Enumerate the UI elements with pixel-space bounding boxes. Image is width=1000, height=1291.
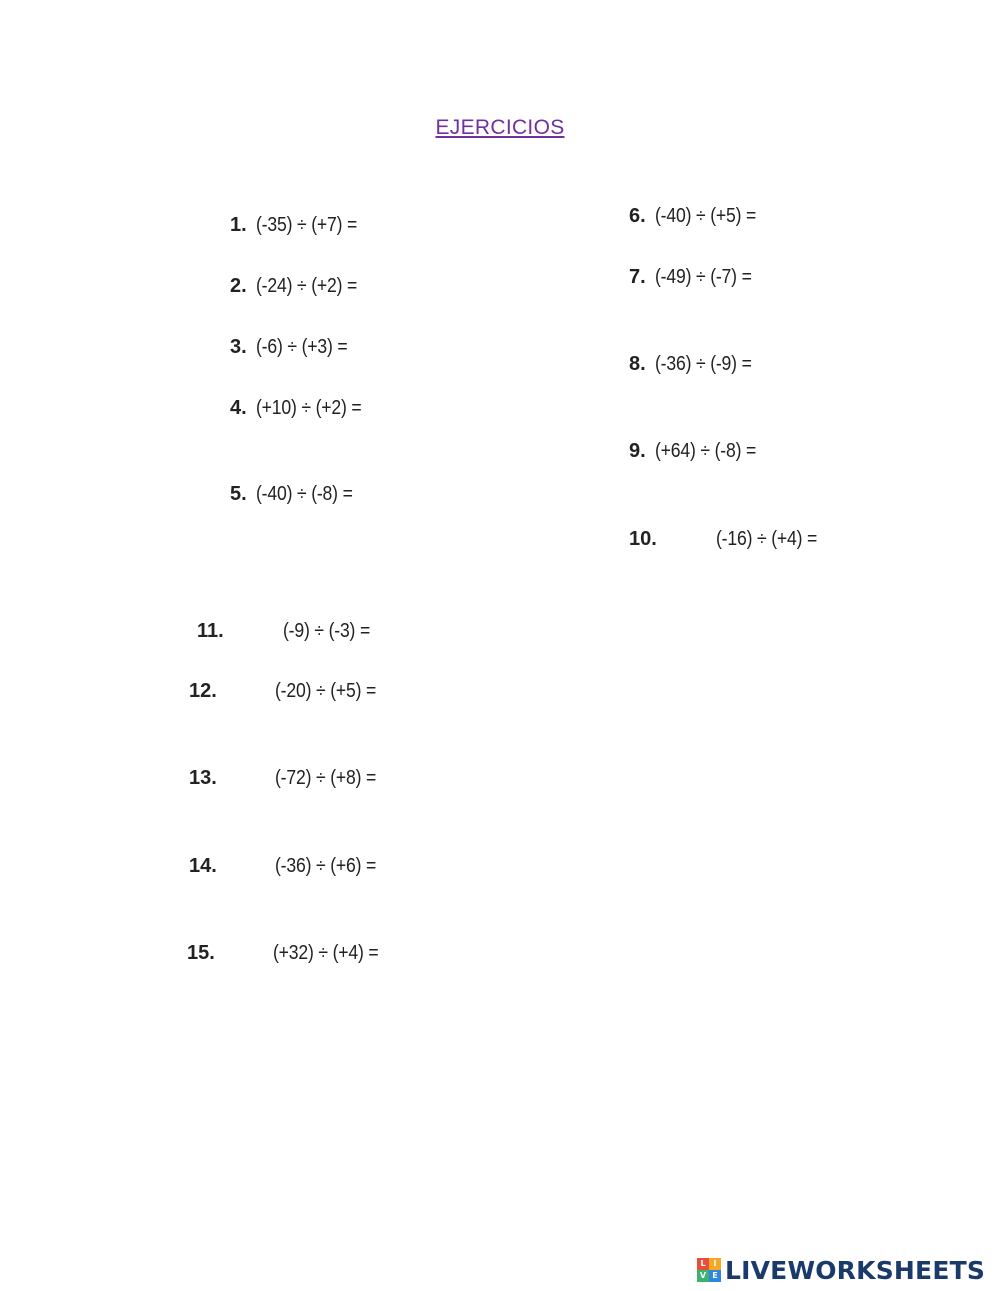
exercise-expression: (+64) ÷ (-8) = <box>655 440 757 462</box>
exercise-expression: (+32) ÷ (+4) = <box>273 942 379 964</box>
exercise-number: 2. <box>230 275 247 297</box>
exercise-expression: (-72) ÷ (+8) = <box>275 767 377 789</box>
logo-mark-tile: I <box>709 1258 721 1270</box>
exercise-number: 1. <box>230 214 247 236</box>
exercise-number: 10. <box>629 528 657 550</box>
logo-text: LIVEWORKSHEETS <box>725 1255 986 1285</box>
exercise-5 <box>230 482 366 506</box>
exercise-number: 14. <box>189 855 217 877</box>
exercise-10 <box>629 527 831 551</box>
exercise-number: 6. <box>629 205 646 227</box>
logo-mark-tile: L <box>697 1258 709 1270</box>
exercise-expression: (-6) ÷ (+3) = <box>256 336 348 358</box>
exercise-expression: (-20) ÷ (+5) = <box>275 680 377 702</box>
exercise-number: 5. <box>230 483 247 505</box>
exercise-expression: (-40) ÷ (+5) = <box>655 205 757 227</box>
exercise-expression: (+10) ÷ (+2) = <box>256 397 362 419</box>
exercise-11 <box>197 619 382 643</box>
exercise-number: 7. <box>629 266 646 288</box>
exercise-13 <box>189 766 390 790</box>
exercise-8 <box>629 352 765 376</box>
exercise-number: 9. <box>629 440 646 462</box>
exercise-4 <box>230 396 376 420</box>
exercise-expression: (-49) ÷ (-7) = <box>655 266 752 288</box>
exercise-3 <box>230 335 360 359</box>
exercise-number: 15. <box>187 942 215 964</box>
logo-mark-tile: V <box>697 1270 709 1282</box>
exercise-number: 8. <box>629 353 646 375</box>
exercise-expression: (-9) ÷ (-3) = <box>283 620 371 642</box>
exercise-2 <box>230 274 371 298</box>
exercise-number: 13. <box>189 767 217 789</box>
exercise-number: 4. <box>230 397 247 419</box>
exercise-1 <box>230 213 371 237</box>
exercise-number: 3. <box>230 336 247 358</box>
exercise-expression: (-35) ÷ (+7) = <box>256 214 358 236</box>
exercise-6 <box>629 204 770 228</box>
exercise-9 <box>629 439 770 463</box>
exercise-expression: (-16) ÷ (+4) = <box>716 528 818 550</box>
exercise-number: 12. <box>189 680 217 702</box>
exercise-expression: (-36) ÷ (+6) = <box>275 855 377 877</box>
logo-mark-tile: E <box>709 1270 721 1282</box>
exercise-15 <box>187 941 393 965</box>
exercise-expression: (-40) ÷ (-8) = <box>256 483 353 505</box>
exercise-14 <box>189 854 390 878</box>
exercise-expression: (-36) ÷ (-9) = <box>655 353 752 375</box>
exercise-expression: (-24) ÷ (+2) = <box>256 275 358 297</box>
liveworksheets-logo-icon <box>697 1258 721 1282</box>
exercise-number: 11. <box>197 620 224 642</box>
worksheet-title: EJERCICIOS <box>435 116 565 139</box>
liveworksheets-logo[interactable] <box>697 1256 985 1284</box>
exercise-7 <box>629 265 765 289</box>
exercise-12 <box>189 679 390 703</box>
